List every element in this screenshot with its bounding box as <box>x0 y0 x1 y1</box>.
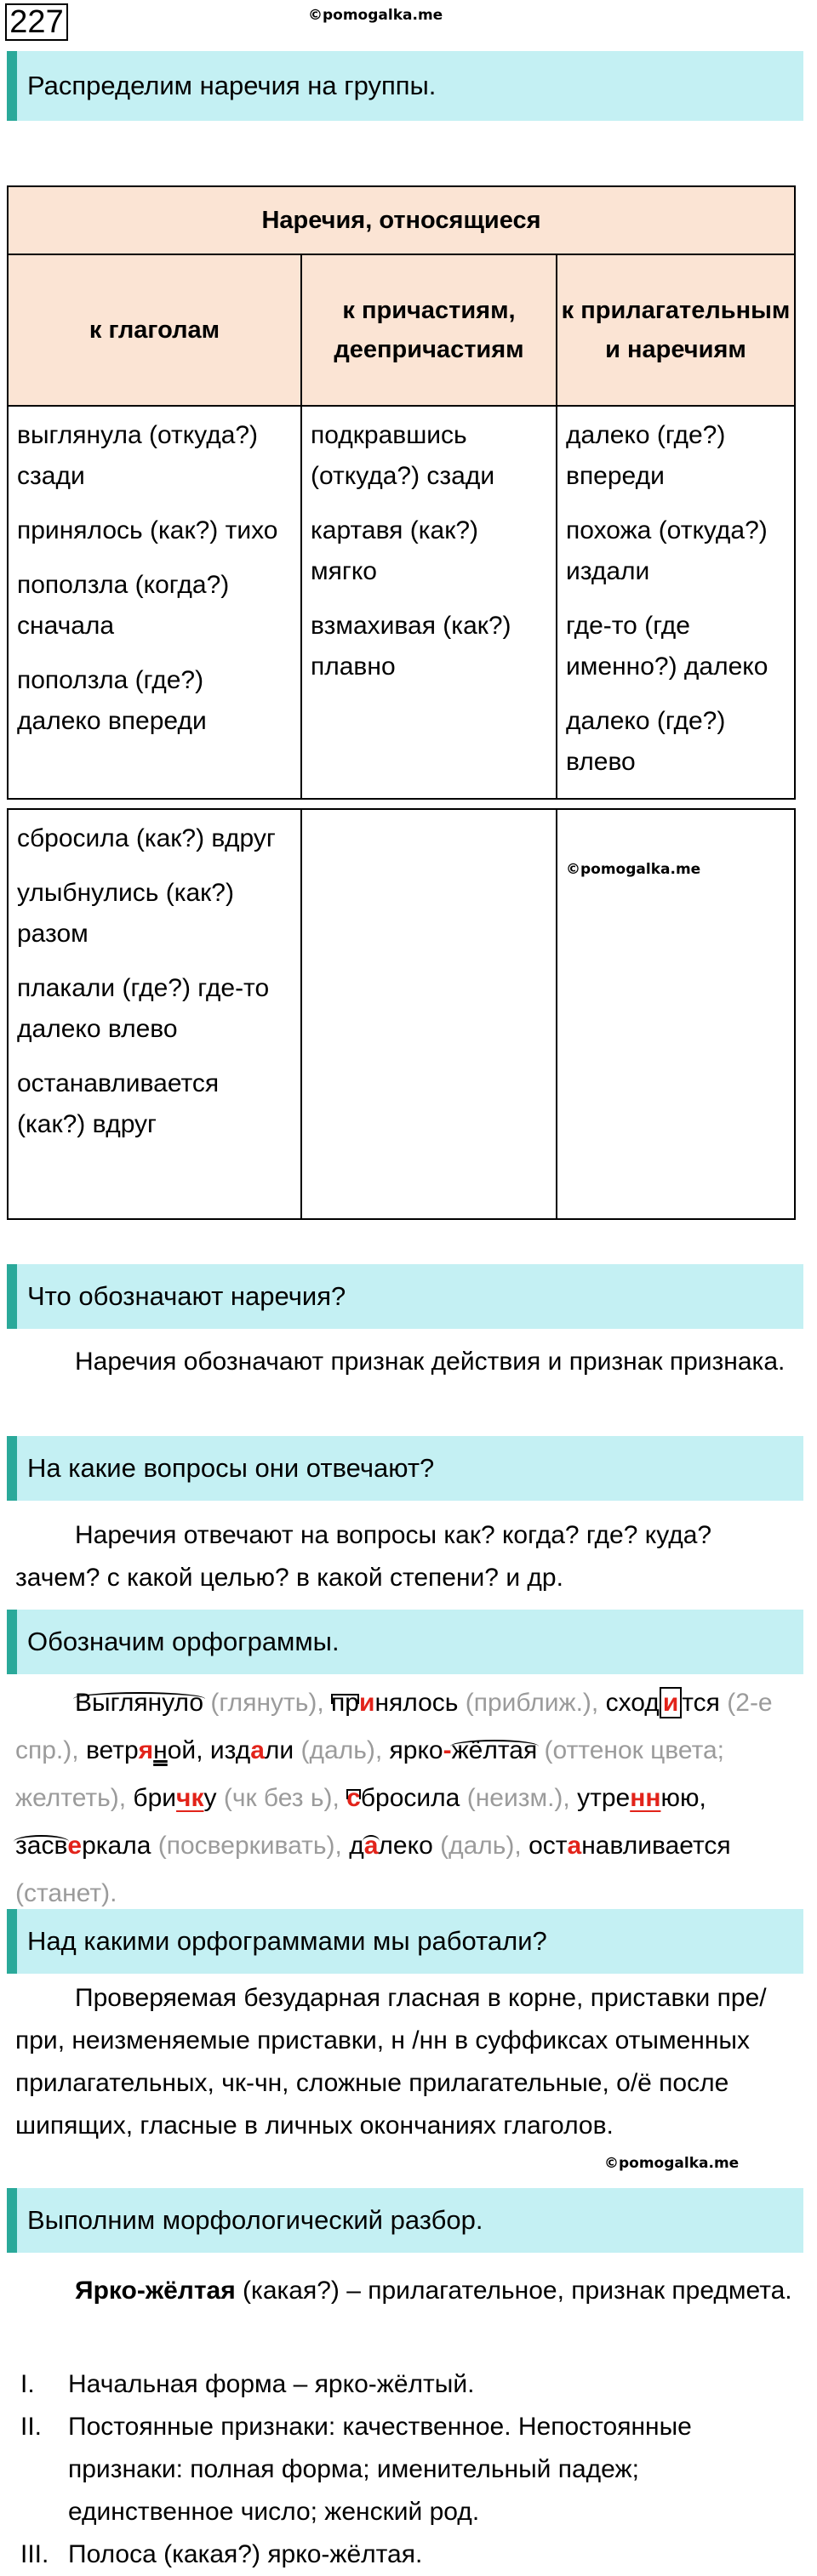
list-item: I. Начальная форма – ярко-жёлтый. <box>20 2370 475 2398</box>
list-item: далеко (где?) влево <box>566 707 726 776</box>
column-header-adjectives: к прилагательным и наречиям <box>556 255 794 405</box>
hint: (даль), <box>300 1736 383 1764</box>
word: сход и тся <box>605 1689 720 1717</box>
word: засверкала <box>15 1832 151 1860</box>
page-number: 227 <box>5 3 68 41</box>
morph-list <box>15 2363 798 2576</box>
list-item: останавливается (как?) вдруг <box>17 1069 220 1138</box>
answer-meaning: Наречия обозначают признак действия и признак признака. <box>75 1348 786 1376</box>
watermark-top: ©pomogalka.me <box>308 7 443 24</box>
column-header-verbs: к глаголам <box>89 316 220 344</box>
table-cell <box>300 810 556 1218</box>
heading-morph: Выполним морфологический разбор. <box>7 2188 803 2253</box>
table-row <box>9 810 794 1218</box>
table-cell <box>300 407 556 798</box>
table-row <box>9 405 794 798</box>
morph-intro: Ярко-жёлтая (какая?) – прилагательное, признак предмета. <box>75 2277 792 2305</box>
word: останавливается <box>528 1832 731 1860</box>
table-cell <box>556 810 794 1218</box>
word: издали <box>209 1736 294 1764</box>
hint: (посверкивать), <box>157 1832 342 1860</box>
hint: (неизм.), <box>466 1784 570 1812</box>
word: сбросила <box>346 1784 460 1812</box>
adverbs-table <box>7 185 796 800</box>
list-item: II. Постоянные признаки: качественное. Непостоянные признаки: полная форма; именительный падеж; единственное число; женский род. <box>20 2413 692 2526</box>
list-item: похожа (откуда?) издали <box>566 516 768 585</box>
list-item: картавя (как?) мягко <box>311 516 479 585</box>
adverbs-table-continued <box>7 808 796 1220</box>
hint: (станет). <box>15 1879 117 1907</box>
list-item: взмахивая (как?) плавно <box>311 612 511 681</box>
word: далеко <box>349 1832 433 1860</box>
word: утреннюю, <box>577 1784 706 1812</box>
list-item: поползла (когда?) сначала <box>17 571 230 640</box>
list-item: поползла (где?) далеко впереди <box>17 666 207 735</box>
hint: (2-е спр.), <box>15 1689 773 1764</box>
list-item: сбросила (как?) вдруг <box>17 824 276 852</box>
list-item: подкравшись (откуда?) сзади <box>311 421 495 490</box>
word: ярко-жёлтая <box>389 1736 538 1764</box>
word: пр <box>331 1689 359 1717</box>
table-title: Наречия, относящиеся <box>9 187 794 255</box>
word: ветряной, <box>85 1736 203 1764</box>
answer-worked: Проверяемая безударная гласная в корне, приставки пре/при, неизменяемые приставки, н /нн в суффиксах отыменных прилагательных, чк-чн, сложные прилагательные, о/ё после шипящих, гласные в личных окончаниях глаголов. <box>15 1984 767 2140</box>
list-item: выглянула (откуда?) сзади <box>17 421 259 490</box>
heading-meaning: Что обозначают наречия? <box>7 1264 803 1329</box>
hint: (чк без ь), <box>223 1784 340 1812</box>
list-item: III. Полоса (какая?) ярко-жёлтая. <box>20 2540 423 2568</box>
heading-worked: Над какими орфограммами мы работали? <box>7 1909 803 1974</box>
table-cell <box>9 810 300 1218</box>
table-cell <box>556 407 794 798</box>
heading-orthograms: Обозначим орфограммы. <box>7 1610 803 1674</box>
word: бричку <box>133 1784 217 1812</box>
watermark-bottom: ©pomogalka.me <box>604 2155 740 2172</box>
watermark-table: ©pomogalka.me <box>566 861 701 878</box>
list-item: принялось (как?) тихо <box>17 516 278 544</box>
hint: (приближ.), <box>465 1689 599 1717</box>
table-cell <box>9 407 300 798</box>
orthograms-text: Выглянуло (глянуть), принялось (приближ.), сход и тся (2-е спр.), ветряной, издали (даль), ярко-жёлтая (оттенок цвета; желтеть), бричку (чк без ь), сбросила (неизм.), утреннюю, засверкала (посверкивать), далеко (даль), останавливается (станет). <box>15 1689 773 1907</box>
list-item: плакали (где?) где-то далеко влево <box>17 974 270 1043</box>
table-header <box>9 187 794 405</box>
list-item: улыбнулись (как?) разом <box>17 879 234 948</box>
heading-questions: На какие вопросы они отвечают? <box>7 1436 803 1501</box>
hint: (глянуть), <box>210 1689 324 1717</box>
list-item: далеко (где?) впереди <box>566 421 726 490</box>
hint: (оттенок цвета; желтеть), <box>15 1736 724 1812</box>
answer-questions: Наречия отвечают на вопросы как? когда? где? куда? зачем? с какой целью? в какой степени? и др. <box>15 1521 712 1592</box>
word: Выглянуло <box>75 1689 204 1717</box>
column-header-participles: к причастиям, деепричастиям <box>300 255 556 405</box>
list-item: где-то (где именно?) далеко <box>566 612 768 681</box>
hint: (даль), <box>440 1832 522 1860</box>
heading-distribute: Распределим наречия на группы. <box>7 51 803 121</box>
